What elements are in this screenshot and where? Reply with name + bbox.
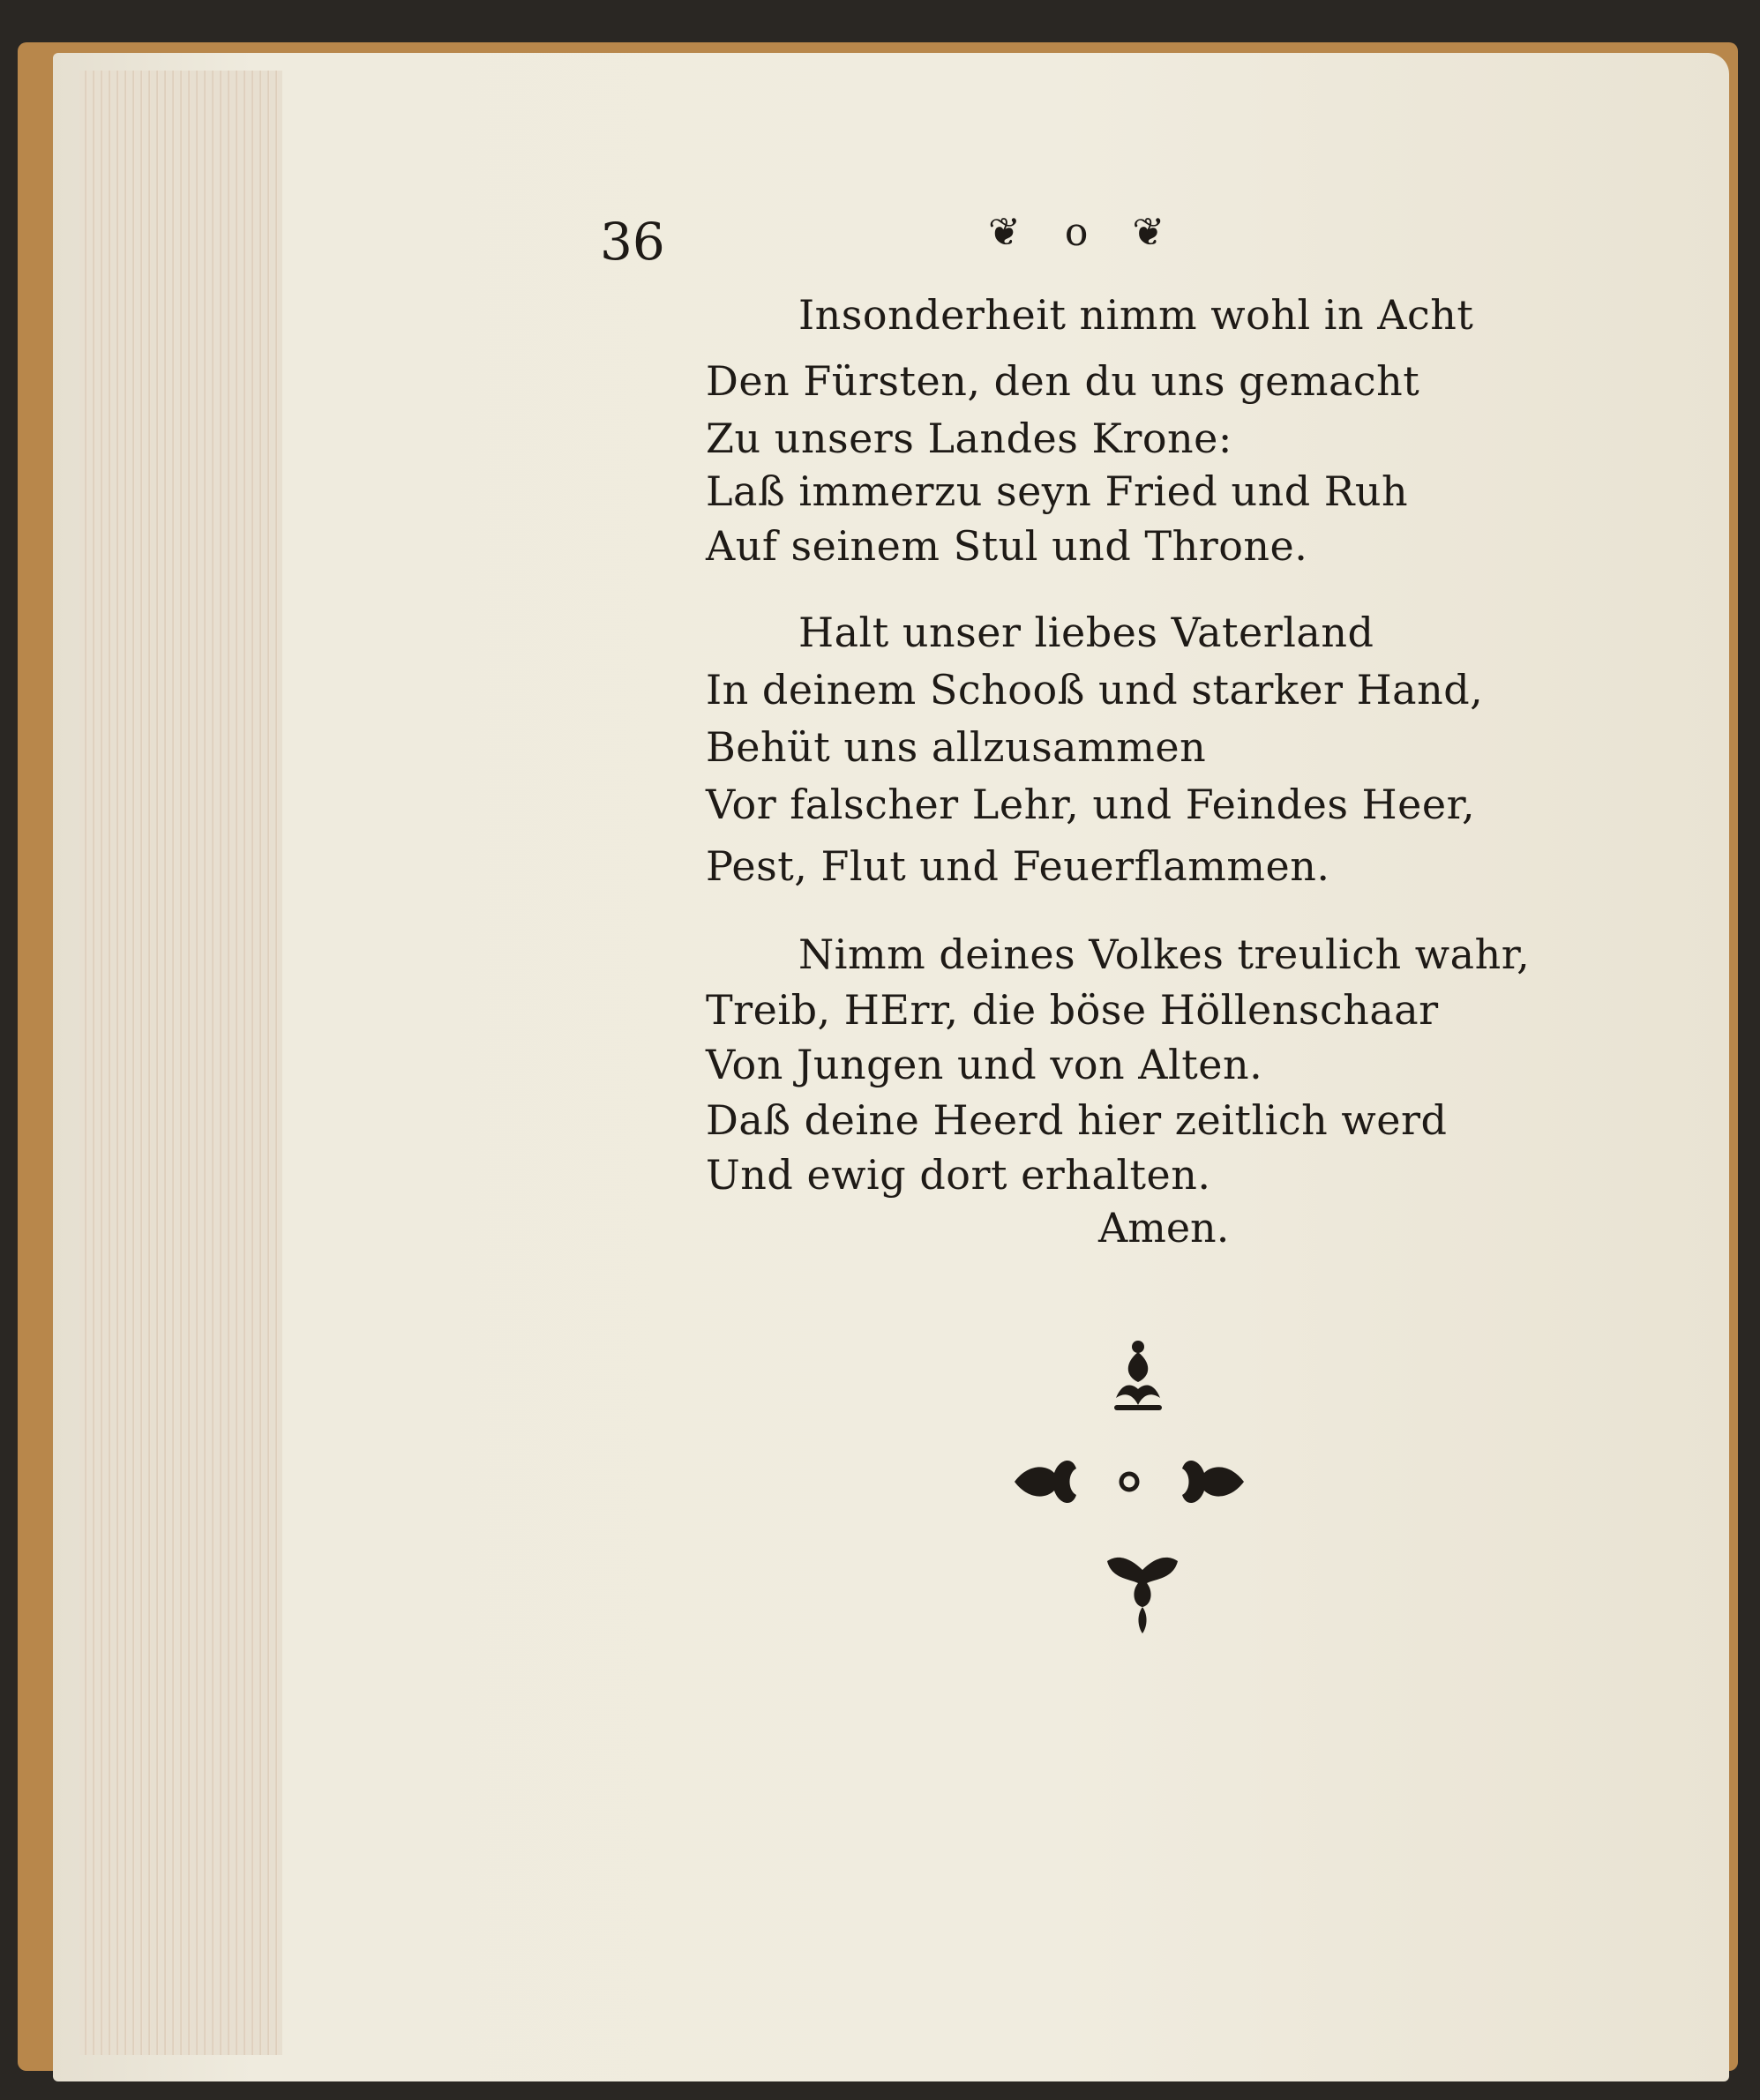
verse-line: Behüt uns allzusammen: [706, 723, 1207, 771]
verse-line: Daß deine Heerd hier zeitlich werd: [706, 1096, 1448, 1144]
fleuron-ornament-icon: [1098, 1336, 1178, 1416]
verse-line: Halt unser liebes Vaterland: [798, 609, 1374, 656]
verse-line: Zu unsers Landes Krone:: [706, 415, 1232, 462]
verse-line: Und ewig dort erhalten.: [706, 1151, 1211, 1199]
verse-line: Laß immerzu seyn Fried und Ruh: [706, 467, 1409, 515]
verse-line: Auf seinem Stul und Throne.: [706, 522, 1308, 570]
page-edges: [79, 71, 282, 2055]
verse-line: Pest, Flut und Feuerflammen.: [706, 842, 1330, 890]
verse-line: In deinem Schooß und starker Hand,: [706, 666, 1484, 714]
verse-line: Vor falscher Lehr, und Feindes Heer,: [706, 781, 1476, 828]
verse-line: Von Jungen und von Alten.: [706, 1041, 1263, 1088]
verse-line: Treib, HErr, die böse Höllenschaar: [706, 986, 1439, 1034]
header-ornament: ❦ o ❦: [988, 210, 1181, 255]
verse-line: Insonderheit nimm wohl in Acht: [798, 291, 1474, 339]
verse-line: Den Fürsten, den du uns gemacht: [706, 357, 1420, 405]
page-number: 36: [600, 212, 665, 272]
closing-amen: Amen.: [1098, 1204, 1230, 1252]
verse-line: Nimm deines Volkes treulich wahr,: [798, 930, 1531, 978]
divider-ornament-icon: [1006, 1446, 1253, 1517]
tailpiece-ornament-icon: [1103, 1552, 1182, 1636]
